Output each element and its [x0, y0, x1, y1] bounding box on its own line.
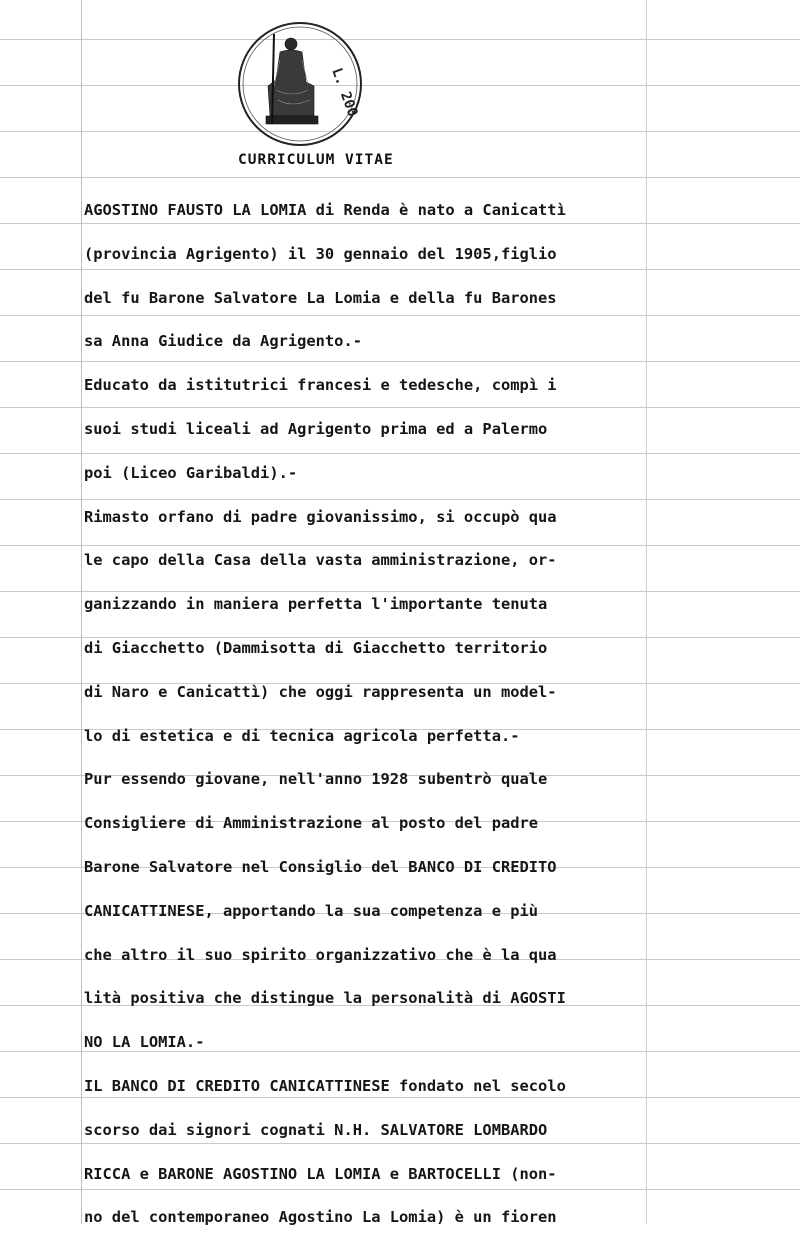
- document-title: CURRICULUM VITAE: [238, 152, 394, 168]
- text-line: Rimasto orfano di padre giovanissimo, si occupò qua: [84, 507, 557, 526]
- text-line: sa Anna Giudice da Agrigento.-: [84, 332, 362, 351]
- text-line: Consigliere di Amministrazione al posto del padre: [84, 814, 539, 833]
- text-line: ganizzando in maniera perfetta l'importante tenuta: [84, 595, 548, 614]
- text-line: RICCA e BARONE AGOSTINO LA LOMIA e BARTOCELLI (non-: [84, 1164, 557, 1183]
- revenue-stamp: [236, 20, 364, 148]
- text-line: (provincia Agrigento) il 30 gennaio del 1905,figlio: [84, 244, 557, 263]
- text-line: di Naro e Canicattì) che oggi rappresenta un model-: [84, 682, 557, 701]
- stamp-seal-icon: [236, 20, 364, 148]
- text-line: Barone Salvatore nel Consiglio del BANCO DI CREDITO: [84, 857, 557, 876]
- text-line: IL BANCO DI CREDITO CANICATTINESE fondato nel secolo: [84, 1076, 566, 1095]
- text-line: Educato da istitutrici francesi e tedesche, compì i: [84, 376, 557, 395]
- stamp-denomination: L. 200: [328, 65, 361, 119]
- text-line: Pur essendo giovane, nell'anno 1928 subentrò quale: [84, 770, 548, 789]
- text-line: suoi studi liceali ad Agrigento prima ed a Palermo: [84, 419, 548, 438]
- text-line: AGOSTINO FAUSTO LA LOMIA di Renda è nato a Canicattì: [84, 201, 566, 219]
- document-body: [84, 198, 664, 1249]
- text-line: lità positiva che distingue la personalità di AGOSTI: [84, 989, 566, 1008]
- text-line: le capo della Casa della vasta amministrazione, or-: [84, 551, 557, 570]
- text-line: lo di estetica e di tecnica agricola perfetta.-: [84, 726, 520, 745]
- text-line: del fu Barone Salvatore La Lomia e della fu Barones: [84, 288, 557, 307]
- text-line: scorso dai signori cognati N.H. SALVATORE LOMBARDO: [84, 1120, 548, 1139]
- left-margin-rule: [81, 0, 82, 1224]
- text-line: di Giacchetto (Dammisotta di Giacchetto territorio: [84, 638, 548, 657]
- text-line: no del contemporaneo Agostino La Lomia) è un fioren: [84, 1208, 557, 1227]
- text-line: NO LA LOMIA.-: [84, 1033, 205, 1052]
- text-line: CANICATTINESE, apportando la sua competenza e più: [84, 901, 539, 920]
- text-line: poi (Liceo Garibaldi).-: [84, 463, 298, 482]
- text-line: che altro il suo spirito organizzativo che è la qua: [84, 945, 557, 964]
